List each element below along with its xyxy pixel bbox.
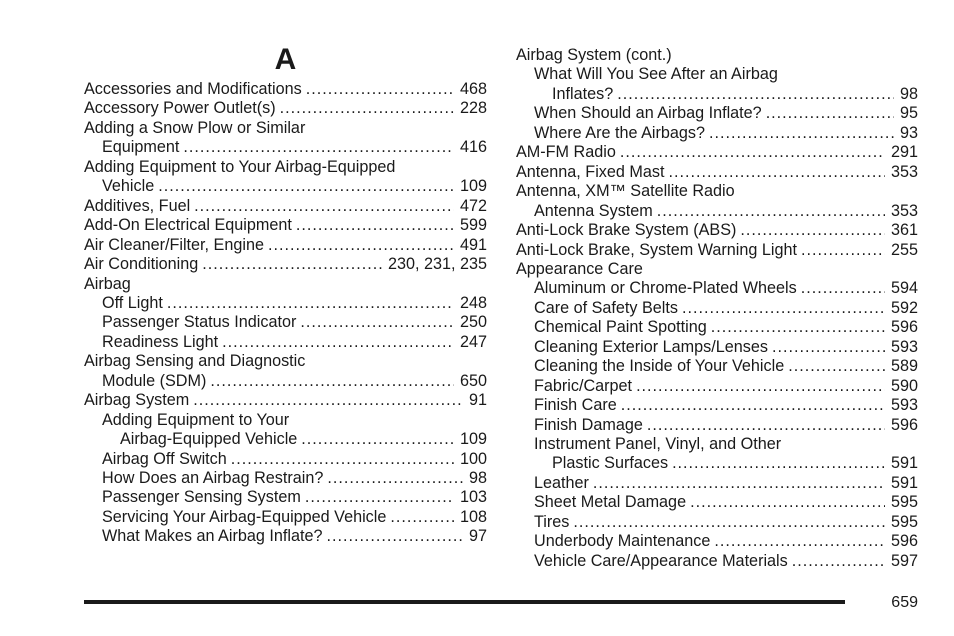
index-entry bbox=[102, 138, 487, 158]
index-entry-page: 91 bbox=[468, 391, 487, 410]
index-entry bbox=[534, 435, 918, 455]
index-entry-text: Vehicle bbox=[102, 177, 155, 196]
index-entry bbox=[552, 85, 918, 105]
index-entry-text: Leather bbox=[534, 473, 589, 492]
index-entry bbox=[534, 396, 918, 416]
dot-leader bbox=[158, 177, 454, 197]
dot-leader bbox=[621, 396, 885, 416]
index-entry-page: 108 bbox=[459, 507, 487, 526]
index-entry bbox=[534, 377, 918, 397]
dot-leader bbox=[390, 508, 454, 528]
index-entry bbox=[534, 318, 918, 338]
dot-leader bbox=[301, 430, 454, 450]
index-entry-text: Cleaning Exterior Lamps/Lenses bbox=[534, 337, 768, 356]
index-entry bbox=[534, 279, 918, 299]
index-entry-text: Antenna System bbox=[534, 201, 653, 220]
dot-leader bbox=[300, 313, 454, 333]
index-entry-page: 591 bbox=[890, 454, 918, 473]
index-entry-page: 230, 231, 235 bbox=[387, 255, 487, 274]
index-entry-page: 291 bbox=[890, 143, 918, 162]
index-entry bbox=[534, 552, 918, 572]
index-entry bbox=[84, 275, 487, 295]
dot-leader bbox=[183, 138, 454, 158]
index-entry-text: Servicing Your Airbag-Equipped Vehicle bbox=[102, 507, 387, 526]
dot-leader bbox=[306, 80, 454, 100]
index-entry-text: When Should an Airbag Inflate? bbox=[534, 104, 762, 123]
index-entry-text: How Does an Airbag Restrain? bbox=[102, 469, 324, 487]
index-entry-page: 98 bbox=[899, 84, 918, 103]
index-entry-text: Adding a Snow Plow or Similar bbox=[84, 118, 306, 137]
index-entry-text: Airbag Sensing and Diagnostic bbox=[84, 352, 306, 371]
index-entry bbox=[102, 508, 487, 528]
index-entry bbox=[102, 411, 487, 431]
dot-leader bbox=[657, 202, 885, 222]
index-entry bbox=[102, 177, 487, 197]
dot-leader bbox=[194, 197, 454, 217]
dot-leader bbox=[647, 416, 885, 436]
index-entry-page: 228 bbox=[459, 99, 487, 118]
dot-leader bbox=[711, 318, 885, 338]
dot-leader bbox=[210, 372, 454, 392]
index-entry-page: 594 bbox=[890, 279, 918, 298]
index-entry bbox=[102, 469, 487, 489]
index-entry-page: 250 bbox=[459, 313, 487, 332]
index-entry bbox=[534, 124, 918, 144]
index-entry-text: Airbag Off Switch bbox=[102, 449, 227, 468]
index-entry-text: Air Conditioning bbox=[84, 255, 199, 274]
index-entry bbox=[534, 338, 918, 358]
index-entry bbox=[84, 216, 487, 236]
index-entry-page: 100 bbox=[459, 449, 487, 468]
index-entry bbox=[516, 241, 918, 261]
index-entry-text: Finish Damage bbox=[534, 415, 643, 434]
index-entry-text: Cleaning the Inside of Your Vehicle bbox=[534, 357, 785, 376]
index-entry bbox=[102, 527, 487, 547]
dot-leader bbox=[231, 450, 454, 470]
index-entry-text: Sheet Metal Damage bbox=[534, 493, 687, 512]
index-entry-text: Anti-Lock Brake System (ABS) bbox=[516, 221, 737, 240]
index-entry-text: Airbag System (cont.) bbox=[516, 46, 672, 64]
index-entry bbox=[516, 182, 918, 202]
index-entry bbox=[84, 99, 487, 119]
dot-leader bbox=[672, 454, 885, 474]
index-entry-page: 596 bbox=[890, 318, 918, 337]
index-entry bbox=[102, 294, 487, 314]
page-number: 659 bbox=[891, 594, 918, 611]
index-entry-page: 255 bbox=[890, 240, 918, 259]
dot-leader bbox=[280, 99, 454, 119]
index-entry bbox=[516, 143, 918, 163]
index-entry bbox=[102, 333, 487, 353]
dot-leader bbox=[636, 377, 885, 397]
index-entry-text: Anti-Lock Brake, System Warning Light bbox=[516, 240, 797, 259]
index-entry-page: 599 bbox=[459, 216, 487, 235]
index-entry-text: Air Cleaner/Filter, Engine bbox=[84, 235, 264, 254]
dot-leader bbox=[766, 104, 894, 124]
index-entry bbox=[534, 202, 918, 222]
dot-leader bbox=[690, 493, 885, 513]
index-entry-text: Fabric/Carpet bbox=[534, 376, 633, 395]
footer-rule bbox=[84, 600, 845, 604]
index-entry-text: Equipment bbox=[102, 138, 180, 157]
index-entry bbox=[534, 416, 918, 436]
index-entry-text: Add-On Electrical Equipment bbox=[84, 216, 292, 235]
index-entry-text: Care of Safety Belts bbox=[534, 298, 678, 317]
index-entry-page: 416 bbox=[459, 138, 487, 157]
dot-leader bbox=[327, 469, 463, 489]
index-entry-text: Aluminum or Chrome-Plated Wheels bbox=[534, 279, 797, 298]
index-entry bbox=[84, 119, 487, 139]
dot-leader bbox=[326, 527, 463, 547]
index-entry bbox=[516, 163, 918, 183]
index-entry-page: 592 bbox=[890, 298, 918, 317]
dot-leader bbox=[296, 216, 454, 236]
dot-leader bbox=[668, 163, 885, 183]
index-entry-page: 247 bbox=[459, 332, 487, 351]
index-entry-page: 98 bbox=[468, 469, 487, 487]
index-entry-page: 109 bbox=[459, 430, 487, 449]
index-entry-page: 593 bbox=[890, 337, 918, 356]
dot-leader bbox=[801, 279, 885, 299]
index-entry bbox=[534, 104, 918, 124]
index-entry-page: 593 bbox=[890, 396, 918, 415]
dot-leader bbox=[740, 221, 885, 241]
dot-leader bbox=[709, 124, 894, 144]
index-entry-text: Antenna, Fixed Mast bbox=[516, 162, 665, 181]
index-entry bbox=[84, 80, 487, 100]
index-entry-page: 361 bbox=[890, 221, 918, 240]
index-entry-page: 597 bbox=[890, 551, 918, 570]
index-entry-text: Airbag System bbox=[84, 391, 190, 410]
index-entry bbox=[102, 488, 487, 508]
dot-leader bbox=[305, 488, 454, 508]
index-entry bbox=[534, 299, 918, 319]
index-entry bbox=[534, 513, 918, 533]
index-entry-text: Airbag-Equipped Vehicle bbox=[120, 430, 298, 449]
dot-leader bbox=[772, 338, 885, 358]
index-entry-text: Module (SDM) bbox=[102, 371, 207, 390]
index-entry-text: Passenger Sensing System bbox=[102, 488, 301, 507]
index-entry-text: Instrument Panel, Vinyl, and Other bbox=[534, 435, 782, 453]
index-section-letter: A bbox=[274, 43, 297, 76]
index-entry-text: Airbag bbox=[84, 274, 131, 293]
index-entry bbox=[534, 474, 918, 494]
index-entry-text: Adding Equipment to Your bbox=[102, 410, 290, 429]
index-entry-text: Accessory Power Outlet(s) bbox=[84, 99, 276, 118]
index-entry-page: 93 bbox=[899, 123, 918, 142]
index-entry-page: 595 bbox=[890, 512, 918, 531]
index-entry-text: Where Are the Airbags? bbox=[534, 123, 705, 142]
index-entry-page: 491 bbox=[459, 235, 487, 254]
index-entry-text: Readiness Light bbox=[102, 332, 219, 351]
index-entry-page: 472 bbox=[459, 196, 487, 215]
index-entry-page: 353 bbox=[890, 201, 918, 220]
dot-leader bbox=[167, 294, 454, 314]
index-entry-page: 589 bbox=[890, 357, 918, 376]
index-entry bbox=[534, 532, 918, 552]
index-entry-page: 353 bbox=[890, 162, 918, 181]
index-entry bbox=[102, 372, 487, 392]
index-entry-text: Vehicle Care/Appearance Materials bbox=[534, 551, 788, 570]
index-entry bbox=[534, 65, 918, 85]
index-entry-text: Inflates? bbox=[552, 84, 614, 103]
index-entry-page: 590 bbox=[890, 376, 918, 395]
index-entry bbox=[516, 260, 918, 280]
index-entry bbox=[516, 46, 918, 66]
dot-leader bbox=[620, 143, 885, 163]
index-entry-page: 596 bbox=[890, 532, 918, 551]
dot-leader bbox=[788, 357, 885, 377]
index-entry bbox=[102, 450, 487, 470]
index-entry-text: Antenna, XM™ Satellite Radio bbox=[516, 182, 735, 201]
index-entry-text: Finish Care bbox=[534, 396, 617, 415]
index-entry bbox=[102, 313, 487, 333]
index-entry bbox=[534, 357, 918, 377]
index-entry-page: 95 bbox=[899, 104, 918, 123]
index-entry-text: Additives, Fuel bbox=[84, 196, 191, 215]
index-entry bbox=[84, 158, 487, 178]
dot-leader bbox=[714, 532, 885, 552]
index-entry bbox=[84, 197, 487, 217]
dot-leader bbox=[593, 474, 885, 494]
dot-leader bbox=[801, 241, 885, 261]
dot-leader bbox=[202, 255, 382, 275]
index-entry-page: 650 bbox=[459, 371, 487, 390]
index-entry-page: 596 bbox=[890, 415, 918, 434]
dot-leader bbox=[617, 85, 894, 105]
index-entry-text: Chemical Paint Spotting bbox=[534, 318, 707, 337]
index-entry-text: Passenger Status Indicator bbox=[102, 313, 297, 332]
index-entry bbox=[552, 454, 918, 474]
dot-leader bbox=[682, 299, 885, 319]
index-entry-text: AM-FM Radio bbox=[516, 143, 616, 162]
index-entry-text: Tires bbox=[534, 512, 570, 531]
index-entry bbox=[84, 391, 487, 411]
index-entry-page: 97 bbox=[468, 527, 487, 546]
index-entry bbox=[516, 221, 918, 241]
dot-leader bbox=[573, 513, 885, 533]
index-entry-text: Underbody Maintenance bbox=[534, 532, 711, 551]
dot-leader bbox=[193, 391, 463, 411]
index-entry bbox=[84, 352, 487, 372]
dot-leader bbox=[792, 552, 885, 572]
index-entry-page: 109 bbox=[459, 177, 487, 196]
index-entry-text: Off Light bbox=[102, 293, 163, 312]
dot-leader bbox=[222, 333, 454, 353]
index-entry bbox=[84, 255, 487, 275]
index-entry-text: Appearance Care bbox=[516, 259, 643, 278]
index-entry-text: Accessories and Modifications bbox=[84, 80, 302, 98]
index-entry-text: Adding Equipment to Your Airbag-Equipped bbox=[84, 157, 396, 176]
index-entry-page: 468 bbox=[459, 80, 487, 98]
index-entry-page: 103 bbox=[459, 488, 487, 507]
index-entry bbox=[84, 236, 487, 256]
index-entry-text: Plastic Surfaces bbox=[552, 454, 669, 473]
index-entry bbox=[120, 430, 487, 450]
index-entry-page: 595 bbox=[890, 493, 918, 512]
dot-leader bbox=[268, 236, 454, 256]
index-entry-page: 248 bbox=[459, 293, 487, 312]
index-entry bbox=[534, 493, 918, 513]
index-entry-text: What Will You See After an Airbag bbox=[534, 65, 778, 84]
index-entry-page: 591 bbox=[890, 473, 918, 492]
index-entry-text: What Makes an Airbag Inflate? bbox=[102, 527, 323, 546]
